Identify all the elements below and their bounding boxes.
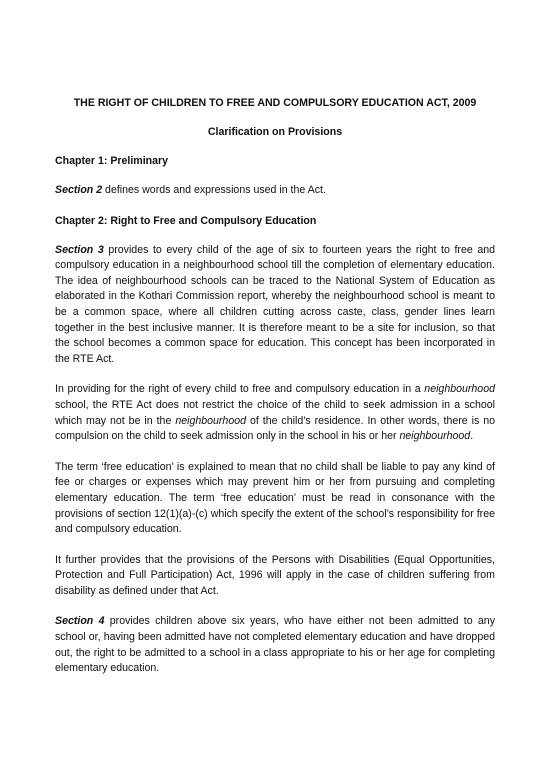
neighbourhood-italic-2: neighbourhood: [175, 414, 247, 427]
neighbourhood-paragraph: [55, 382, 495, 444]
section-3-label: Section 3: [55, 243, 104, 256]
section-2-paragraph: [55, 183, 495, 199]
section-2-label: Section 2: [55, 184, 103, 196]
section-4-paragraph: [55, 614, 495, 676]
section-4-text: provides children above six years, who have either not been admitted to any school or, having been admitted have not completed elementary education and have dropped out, the right to be admitted to a school in a class appropriate to his or her age for completing elementary education.: [55, 615, 495, 675]
section-3-text: provides to every child of the age of six to fourteen years the right to free and compulsory education in a neighbourhood school till the completion of elementary education. The idea of neighbourhood schools can be traced to the National System of Education as elaborated in the Kothari Commission report, whereby the neighbourhood school is meant to be a common space, where all children cutting across caste, class, gender lines learn together in the best inclusive manner. It is therefore meant to be a site for inclusion, so that the school becomes a common space for education. This concept has been incorporated in the RTE Act.: [55, 243, 495, 365]
neighbourhood-part-2: school, the RTE Act does not restrict the choice of the child to seek admission in a school which may not be in the: [55, 398, 495, 427]
neighbourhood-part-3: of the child’s residence. In other words, there is no compulsion on the child to seek admission only in the school in his or her: [55, 414, 495, 443]
chapter-2-heading: Chapter 2: Right to Free and Compulsory Education: [55, 214, 317, 227]
neighbourhood-italic-1: neighbourhood: [424, 383, 495, 396]
section-3-paragraph: [55, 243, 495, 368]
free-education-paragraph: The term ‘free education’ is explained to mean that no child shall be liable to pay any kind of fee or charges or expenses which may prevent him or her from pursuing and completing elementary education. The term ‘free education’ must be read in consonance with the provisions of section 12(1)(a)-(c) which specify the extent of the school’s responsibility for free and compulsory education.: [55, 460, 495, 536]
section-4-label: Section 4: [55, 615, 105, 628]
chapter-1-heading: Chapter 1: Preliminary: [55, 155, 169, 167]
disabilities-paragraph: It further provides that the provisions of the Persons with Disabilities (Equal Opportunities, Protection and Full Participation) Act, 1996 will apply in the case of children suffering from disability as defined under that Act.: [55, 553, 495, 597]
neighbourhood-part-1: In providing for the right of every child to free and compulsory education in a: [55, 383, 425, 396]
document-subtitle: Clarification on Provisions: [207, 126, 343, 138]
neighbourhood-part-4: .: [470, 430, 474, 443]
section-2-text: defines words and expressions used in the Act.: [102, 184, 326, 196]
neighbourhood-italic-3: neighbourhood: [399, 430, 471, 443]
document-title: THE RIGHT OF CHILDREN TO FREE AND COMPULSORY EDUCATION ACT, 2009: [73, 97, 477, 109]
